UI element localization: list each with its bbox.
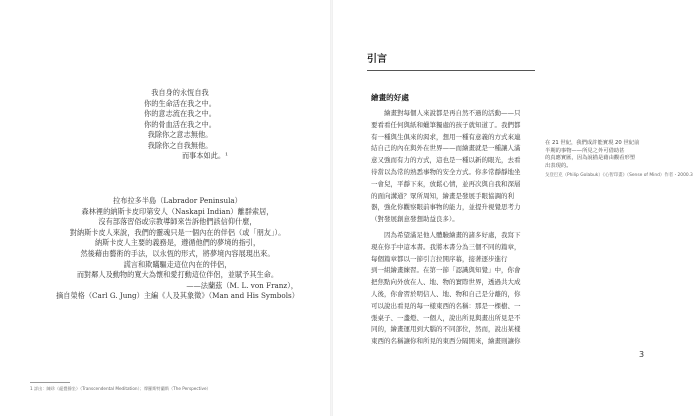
poem-line: 你的意志流在我之中。 <box>144 109 216 118</box>
poem-line: 我自身的永恆自我 <box>151 88 209 97</box>
margin-quote-line: 半期的事物——所見之外可借助甚 <box>545 147 625 154</box>
epigraph-quote <box>35 196 320 302</box>
body-line: 結自己的內在與外在世界——而繪畫就是一種讓人滿 <box>371 144 521 153</box>
poem-line: 而事本如此。¹ <box>181 151 228 160</box>
poem-line: 你的骨血活在我之中。 <box>144 119 216 129</box>
body-line: 的面向溝通？眾所周知，繪畫是發展手眼協調的利 <box>371 191 514 200</box>
body-line: 張桌子、一盞燈、一個人，說出所見與畫出所見是不 <box>371 313 521 322</box>
body-line: 人後，你會習於明信人、地、物和自己是分離的，你 <box>371 289 521 298</box>
quote-line: 拉布拉多半島（Labrador Peninsula） <box>113 196 242 205</box>
left-page <box>0 0 330 416</box>
margin-quote-attribution: 戈登巴克（Philip Golabuk）《心智印畫》（Sense of Mind）作者・2000.3 <box>545 173 693 179</box>
body-line: 有一種與生俱來的渴求，想用一種有意義的方式來連 <box>371 132 521 141</box>
page-number: 3 <box>639 350 645 359</box>
poem-line: 我除你之自我無他。 <box>147 140 213 150</box>
quote-line: 沒有部落習俗或宗教導師來告訴他們該信仰什麼， <box>98 217 257 227</box>
body-line: 意又強而有力的方式，這也是一種以新的眼光，去看 <box>371 156 521 165</box>
body-line: 可以說出看見的每一樣東西的名稱：那是一棵樹、一 <box>371 301 521 310</box>
poem-line: 我除你之意志無他。 <box>147 130 213 139</box>
margin-quote-line: 的真應實匯，因為說描是藉由觀看形塑 <box>545 155 636 162</box>
body-line: 因為希望滿足他人體驗繪畫的諸多好處，我寫下 <box>384 230 521 239</box>
quote-line: 謊言和欺瞞驅走這位內在的伴侶， <box>123 259 232 269</box>
quote-author: ——法蘭茲（M. L. von Franz）， <box>186 280 298 290</box>
margin-quote-line: 出表現的。 <box>545 162 572 169</box>
margin-quote-line: 在 21 世紀，我們成許能實現 20 世紀前 <box>545 140 640 146</box>
body-line: 東西的名稱讓你和所見的東西分隔開來，繪畫則讓你 <box>371 337 521 346</box>
margin-quote <box>545 140 693 180</box>
body-line: 每個篇章都以一節引言拉開序幕，接著逐步進行 <box>371 254 508 263</box>
quote-line: 然後藉由藝術的手法，以永恆的形式，將夢境內容展現出來。 <box>80 248 275 258</box>
chapter-title-rule <box>367 70 535 71</box>
quote-line: 納斯卡皮人主要的義務是，遵循他們的夢境的指引， <box>94 238 261 248</box>
epigraph-poem <box>90 88 270 162</box>
body-line: （對發展創意發想助益良多）。 <box>371 215 459 224</box>
body-line: 器，強化你觀察眼前事物的能力，並提升視覺思考力 <box>371 203 521 212</box>
body-line: 要看看任何與紙和蠟筆獨處的孩子就知道了。我們都 <box>371 120 521 129</box>
footnote-divider <box>30 382 70 383</box>
body-line: 一會兒，平靜下來，放鬆心情，並再次與自我和深層 <box>371 179 521 188</box>
footnote: 1 詳出：陳珍（絕覺靜坐）（Transcendental Meditation）；摩羅斯特蘭斯（The Perspective） <box>30 386 211 391</box>
body-line: 同的，繪畫運用到大腦的不同部位，然而，說出某樣 <box>371 325 521 334</box>
poem-line: 你的生命活在我之中。 <box>144 98 216 108</box>
body-line: 到一組繪畫練習。在第一節「認識與知覺」中，你會 <box>371 266 521 275</box>
body-line: 現在你手中這本書。我將本書分為三個不同的篇章， <box>371 242 521 251</box>
quote-line: 對納斯卡皮人來說，我們的靈魂只是一個內在的伴侶（或「朋友」）。 <box>69 227 286 237</box>
quote-source: 摘自榮格（Carl G. Jung）主編《人及其象徵》（Man and His Symbols） <box>56 291 299 301</box>
chapter-title: 引言 <box>367 54 387 65</box>
body-text <box>371 108 537 348</box>
right-page <box>333 0 693 416</box>
body-line: 待當以為常的熟悉事物的安全方式。你多常靜靜地坐 <box>371 167 521 176</box>
quote-line: 森林裡的納斯卡皮印第安人（Naskapi Indian）離群索居， <box>81 206 274 216</box>
quote-line: 而對鄰人及動物的寬大為懷和愛打動這位伴侶，並賦予其生命。 <box>76 270 279 280</box>
section-heading: 繪畫的好處 <box>371 93 409 102</box>
body-line: 把焦點向外放在人、地、物的實際世界，透過共大成 <box>371 278 521 287</box>
body-line: 繪畫對每個人來說都是再自然不過的活動——只 <box>384 109 521 117</box>
